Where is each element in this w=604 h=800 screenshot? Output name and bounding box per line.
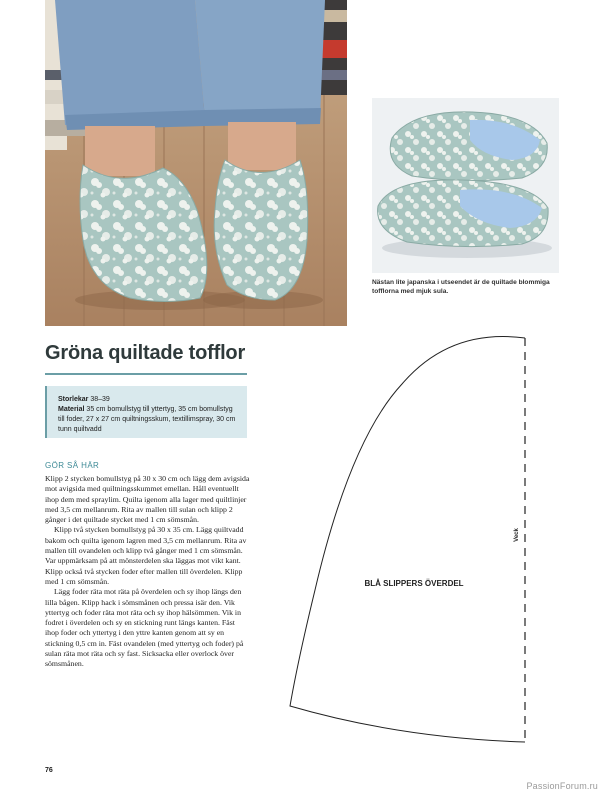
main-photo-illustration [45,0,347,326]
main-photo-slippers-worn [45,0,347,326]
page-title: Gröna quiltade tofflor [45,342,246,364]
page-number: 76 [45,767,53,774]
material-value: 35 cm bomullstyg till yttertyg, 35 cm bomullstyg till foder, 27 x 27 cm quiltningsskum, textillimspray, 30 cm tunn quiltvadd [58,406,236,433]
instructions-body [45,474,250,670]
side-photo-illustration [372,98,559,273]
photo-caption: Nästan lite japanska i utseendet är de quiltade blommiga tofflorna med mjuk sula. [372,279,550,295]
instructions-paragraph-3: Lägg foder räta mot räta på överdelen och sy ihop längs den lilla bågen. Klipp hack i sömsmånen och pressa isär den. Vik yttertyg och foder räta mot räta och sy ihop hälsömmen. Vik in fodret i överdelen och sy en stickning runt längs kanten. Fäst ihop foder och yttertyg i den yttre kanten genom att sy en stickning 0,5 cm in. Fäst ovandelen (med yttertyg och foder) på sulan räta mot räta och sy fast. Sicksacka eller overlock över sömsmånen. [45,587,244,669]
pattern-outline [290,336,525,742]
title-underline [45,373,247,375]
sizes-label: Storlekar [58,396,89,403]
info-box [45,386,247,438]
material-label: Material [58,406,85,413]
instructions-heading: GÖR SÅ HÄR [45,461,100,470]
side-photo-slippers-pair [372,98,559,273]
watermark: PassionForum.ru [526,781,598,791]
sewing-pattern-upper [280,330,550,750]
material-line [58,405,241,435]
instructions-paragraph-2: Klipp två stycken bomullstyg på 30 x 35 cm. Lägg quiltvadd bakom och quilta igenom lagren med 3,5 cm mellanrum. Rita av mallen till ovandelen och klipp två gånger med 1 cm sömsmån. Var uppmärksam på att mönsterdelen ska läggas mot vikt kant. Klipp också två stycken foder efter mallen till överdelen. Klipp med 1 cm sömsmån. [45,525,247,586]
sizes-line [58,395,241,405]
instructions-paragraph-1: Klipp 2 stycken bomullstyg på 30 x 30 cm och lägg dem avigsida mot avigsida med quiltningsskummet emellan. Håll eventuellt ihop dem med spraylim. Quilta igenom alla lager med quiltlinjer med 3,5 cm mellanrum. Rita av mallen till sulan och klipp 2 gånger i det quiltade stycket med 1 cm sömsmån. [45,474,250,525]
fold-label: Veck [514,528,520,542]
sizes-value: 38–39 [90,396,110,403]
pattern-label: BLÅ SLIPPERS ÖVERDEL [364,579,464,588]
